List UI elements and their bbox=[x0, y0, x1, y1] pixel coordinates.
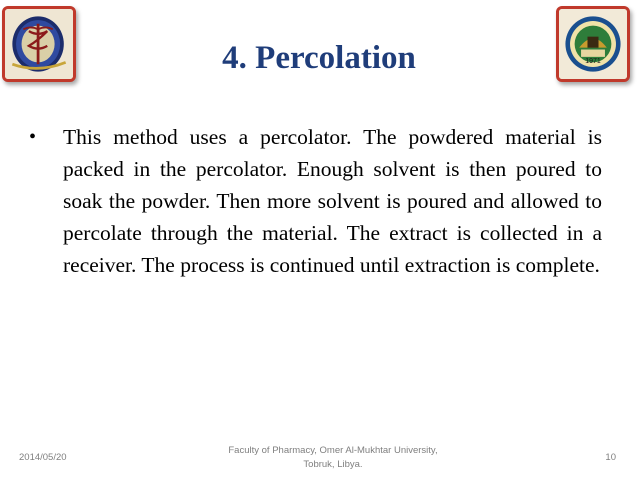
bullet-item bbox=[29, 121, 602, 281]
page-number: 10 bbox=[605, 452, 616, 463]
page-title: 4. Percolation bbox=[222, 40, 416, 76]
slide-content bbox=[29, 121, 602, 281]
seal-year-label: 1971 bbox=[585, 58, 601, 65]
footer-date: 2014/05/20 bbox=[19, 452, 67, 463]
footer-institution-line2: Tobruk, Libya. bbox=[303, 459, 363, 470]
footer-institution-line1: Faculty of Pharmacy, Omer Al-Mukhtar University, bbox=[228, 445, 438, 456]
bullet-marker-icon: • bbox=[29, 126, 37, 148]
footer-institution bbox=[200, 444, 466, 472]
bullet-text: This method uses a percolator. The powdered material is packed in the percolator. Enough solvent is then poured to soak the powder. Then more solvent is poured and allowed to percolate through the material. The extract is collected in a receiver. The process is continued until extraction is complete. bbox=[63, 125, 602, 277]
